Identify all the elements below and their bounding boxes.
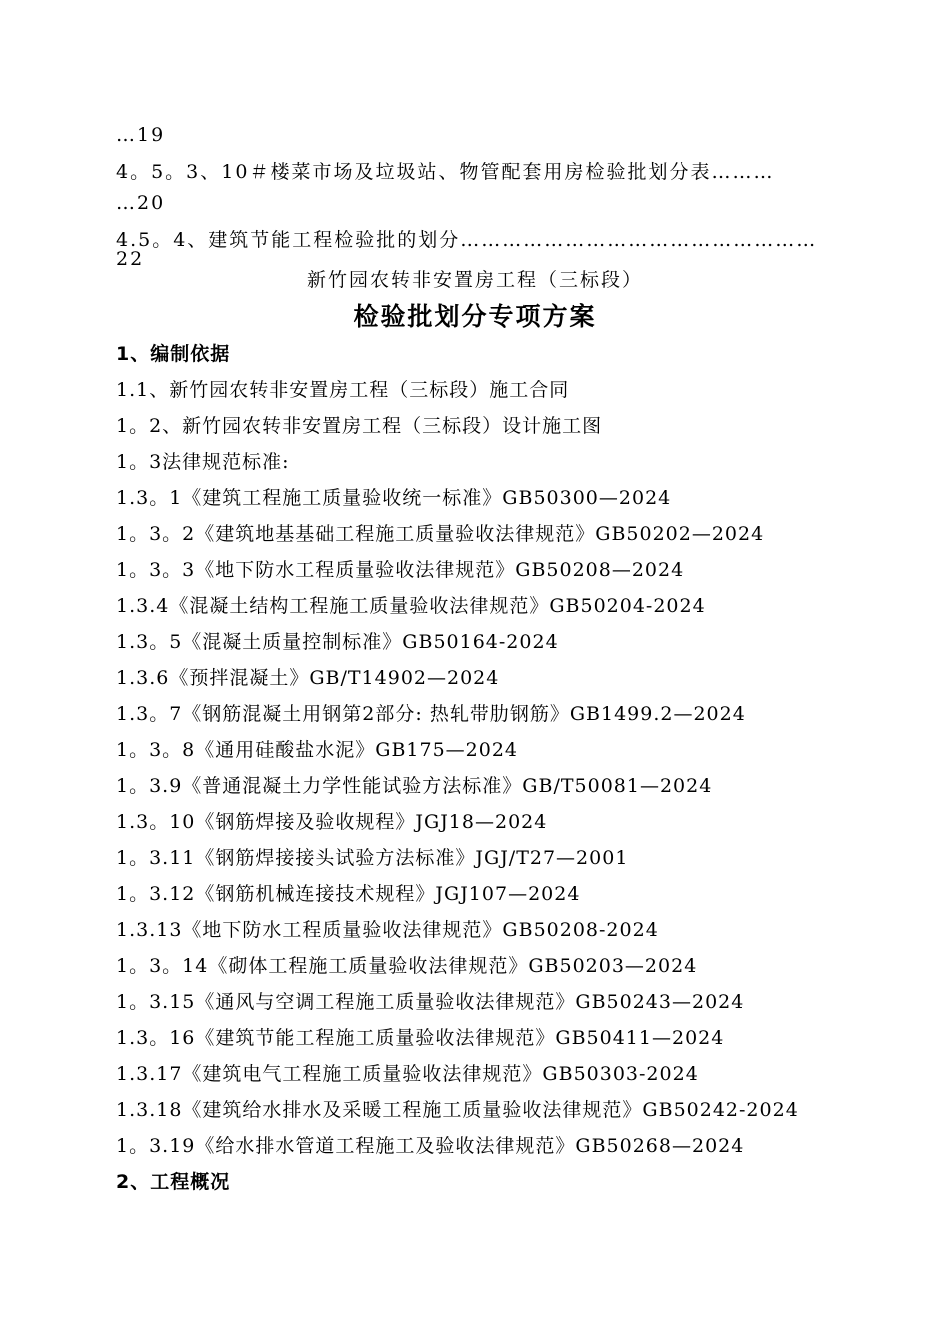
list-item: 1.1、新竹园农转非安置房工程（三标段）施工合同 (116, 379, 570, 401)
list-item: 1.3.4《混凝土结构工程施工质量验收法律规范》GB50204-2024 (116, 595, 706, 617)
toc-line-4: 4.5。4、建筑节能工程检验批的划分…………………………………………… (116, 229, 818, 251)
list-item: 1。2、新竹园农转非安置房工程（三标段）设计施工图 (116, 415, 603, 437)
section-2-heading: 2、工程概况 (116, 1171, 231, 1193)
list-item: 1.3。5《混凝土质量控制标准》GB50164-2024 (116, 631, 559, 653)
toc-line-3: …20 (116, 192, 166, 214)
list-item: 1。3。3《地下防水工程质量验收法律规范》GB50208—2024 (116, 559, 685, 581)
toc-line-1: …19 (116, 124, 166, 146)
section-1-heading: 1、编制依据 (116, 343, 231, 365)
list-item: 1.3.13《地下防水工程质量验收法律规范》GB50208-2024 (116, 919, 659, 941)
list-item: 1。3.15《通风与空调工程施工质量验收法律规范》GB50243—2024 (116, 991, 745, 1013)
list-item: 1。3.19《给水排水管道工程施工及验收法律规范》GB50268—2024 (116, 1135, 745, 1157)
list-item: 1.3.6《预拌混凝土》GB/T14902—2024 (116, 667, 500, 689)
list-item: 1.3。1《建筑工程施工质量验收统一标准》GB50300—2024 (116, 487, 672, 509)
list-item: 1。3。8《通用硅酸盐水泥》GB175—2024 (116, 739, 519, 761)
list-item: 1.3.18《建筑给水排水及采暖工程施工质量验收法律规范》GB50242-2024 (116, 1099, 799, 1121)
list-item: 1。3法律规范标准: (116, 451, 290, 473)
document-title: 检验批划分专项方案 (353, 302, 597, 331)
document-subtitle: 新竹园农转非安置房工程（三标段） (306, 269, 643, 291)
toc-line-5: 22 (116, 248, 145, 270)
list-item: 1。3。14《砌体工程施工质量验收法律规范》GB50203—2024 (116, 955, 698, 977)
list-item: 1.3.17《建筑电气工程施工质量验收法律规范》GB50303-2024 (116, 1063, 699, 1085)
list-item: 1。3.9《普通混凝土力学性能试验方法标准》GB/T50081—2024 (116, 775, 713, 797)
toc-line-2: 4。5。3、10＃楼菜市场及垃圾站、物管配套用房检验批划分表……… (116, 161, 775, 183)
list-item: 1.3。10《钢筋焊接及验收规程》JGJ18—2024 (116, 811, 548, 833)
list-item: 1。3.11《钢筋焊接接头试验方法标准》JGJ/T27—2001 (116, 847, 629, 869)
list-item: 1.3。7《钢筋混凝土用钢第2部分: 热轧带肋钢筋》GB1499.2—2024 (116, 703, 746, 725)
list-item: 1.3。16《建筑节能工程施工质量验收法律规范》GB50411—2024 (116, 1027, 725, 1049)
list-item: 1。3.12《钢筋机械连接技术规程》JGJ107—2024 (116, 883, 581, 905)
list-item: 1。3。2《建筑地基基础工程施工质量验收法律规范》GB50202—2024 (116, 523, 765, 545)
